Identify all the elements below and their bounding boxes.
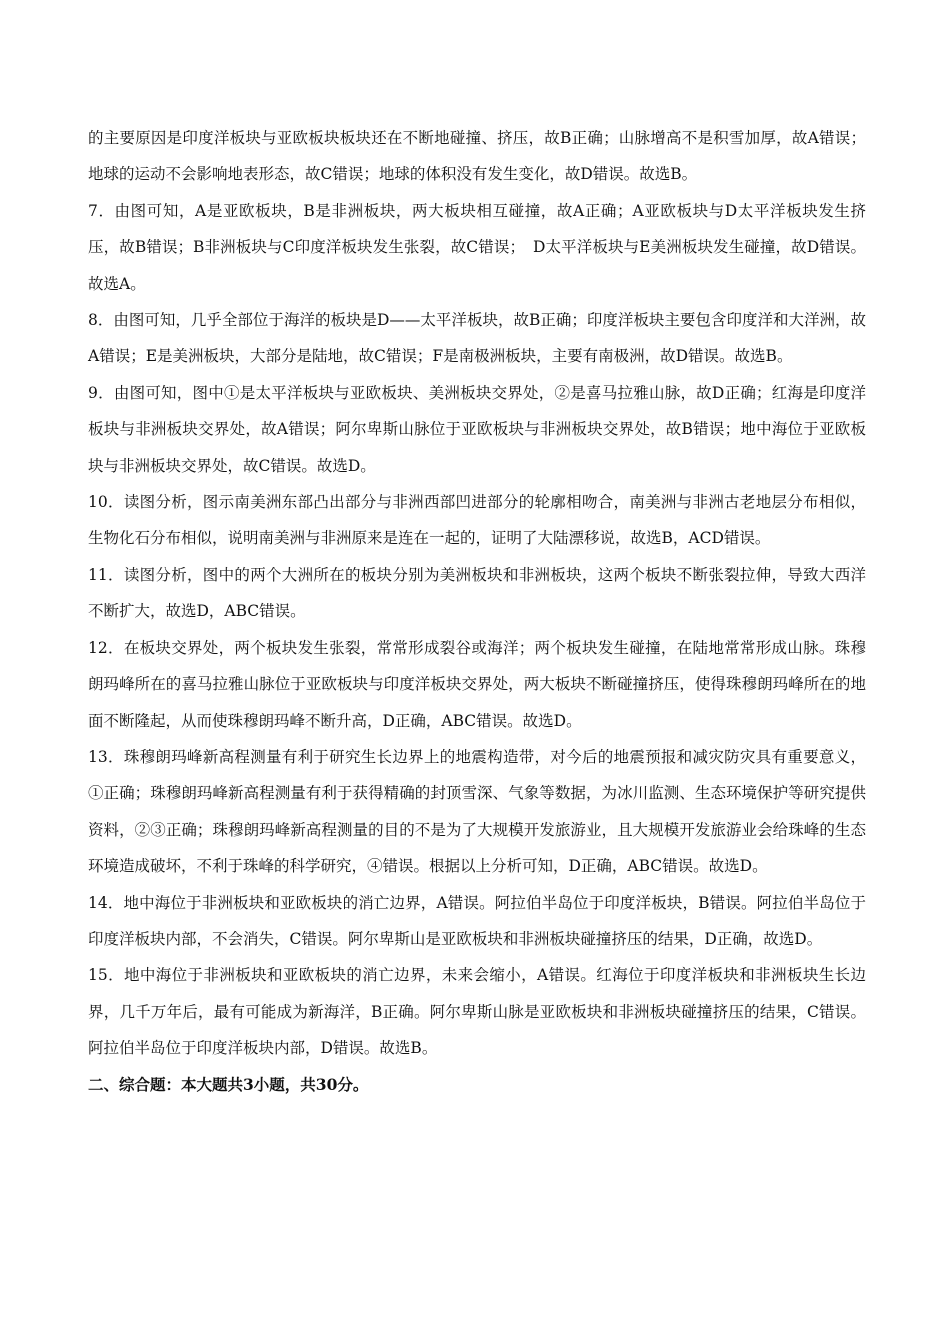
document-page bbox=[88, 120, 866, 1103]
answer-paragraph-13: 13．珠穆朗玛峰新高程测量有利于研究生长边界上的地震构造带，对今后的地震预报和减灾防灾具有重要意义，①正确；珠穆朗玛峰新高程测量有利于获得精确的封顶雪深、气象等数据，为冰川监测、生态环境保护等研究提供资料，②③正确；珠穆朗玛峰新高程测量的目的不是为了大规模开发旅游业，且大规模开发旅游业会给珠峰的生态环境造成破坏，不利于珠峰的科学研究，④错误。根据以上分析可知，D正确，ABC错误。故选D。 bbox=[88, 747, 866, 876]
section-heading: 二、综合题：本大题共3小题，共30分。 bbox=[88, 1074, 369, 1094]
answer-paragraph-continued: 的主要原因是印度洋板块与亚欧板块板块还在不断地碰撞、挤压，故B正确；山脉增高不是积雪加厚，故A错误；地球的运动不会影响地表形态，故C错误；地球的体积没有发生变化，故D错误。故选B。 bbox=[88, 129, 866, 184]
answer-paragraph-15: 15．地中海位于非洲板块和亚欧板块的消亡边界，未来会缩小，A错误。红海位于印度洋板块和非洲板块生长边界，几千万年后，最有可能成为新海洋，B正确。阿尔卑斯山脉是亚欧板块和非洲板块碰撞挤压的结果，C错误。阿拉伯半岛位于印度洋板块内部，D错误。故选B。 bbox=[88, 966, 866, 1058]
answer-paragraph-12: 12．在板块交界处，两个板块发生张裂，常常形成裂谷或海洋；两个板块发生碰撞，在陆地常常形成山脉。珠穆朗玛峰所在的喜马拉雅山脉位于亚欧板块与印度洋板块交界处，两大板块不断碰撞挤压，使得珠穆朗玛峰所在的地面不断隆起，从而使珠穆朗玛峰不断升高，D正确，ABC错误。故选D。 bbox=[88, 638, 866, 730]
answer-paragraph-11: 11．读图分析，图中的两个大洲所在的板块分别为美洲板块和非洲板块，这两个板块不断张裂拉伸，导致大西洋不断扩大，故选D，ABC错误。 bbox=[88, 565, 866, 621]
answer-paragraph-14: 14．地中海位于非洲板块和亚欧板块的消亡边界，A错误。阿拉伯半岛位于印度洋板块，B错误。阿拉伯半岛位于印度洋板块内部，不会消失，C错误。阿尔卑斯山是亚欧板块和非洲板块碰撞挤压的结果，D正确，故选D。 bbox=[88, 893, 866, 948]
answer-paragraph-9: 9．由图可知，图中①是太平洋板块与亚欧板块、美洲板块交界处，②是喜马拉雅山脉，故D正确；红海是印度洋板块与非洲板块交界处，故A错误；阿尔卑斯山脉位于亚欧板块与非洲板块交界处，故B错误；地中海位于亚欧板块与非洲板块交界处，故C错误。故选D。 bbox=[88, 383, 866, 475]
answer-paragraph-8: 8．由图可知，几乎全部位于海洋的板块是D——太平洋板块，故B正确；印度洋板块主要包含印度洋和大洋洲，故A错误；E是美洲板块，大部分是陆地，故C错误；F是南极洲板块，主要有南极洲，故D错误。故选B。 bbox=[88, 311, 866, 366]
answer-paragraph-7: 7．由图可知，A是亚欧板块，B是非洲板块，两大板块相互碰撞，故A正确；A亚欧板块与D太平洋板块发生挤压，故B错误；B非洲板块与C印度洋板块发生张裂，故C错误； D太平洋板块与E美洲板块发生碰撞，故D错误。故选A。 bbox=[88, 201, 866, 293]
answer-paragraph-10: 10．读图分析，图示南美洲东部凸出部分与非洲西部凹进部分的轮廓相吻合，南美洲与非洲古老地层分布相似，生物化石分布相似，说明南美洲与非洲原来是连在一起的，证明了大陆漂移说，故选B，ACD错误。 bbox=[88, 493, 866, 548]
